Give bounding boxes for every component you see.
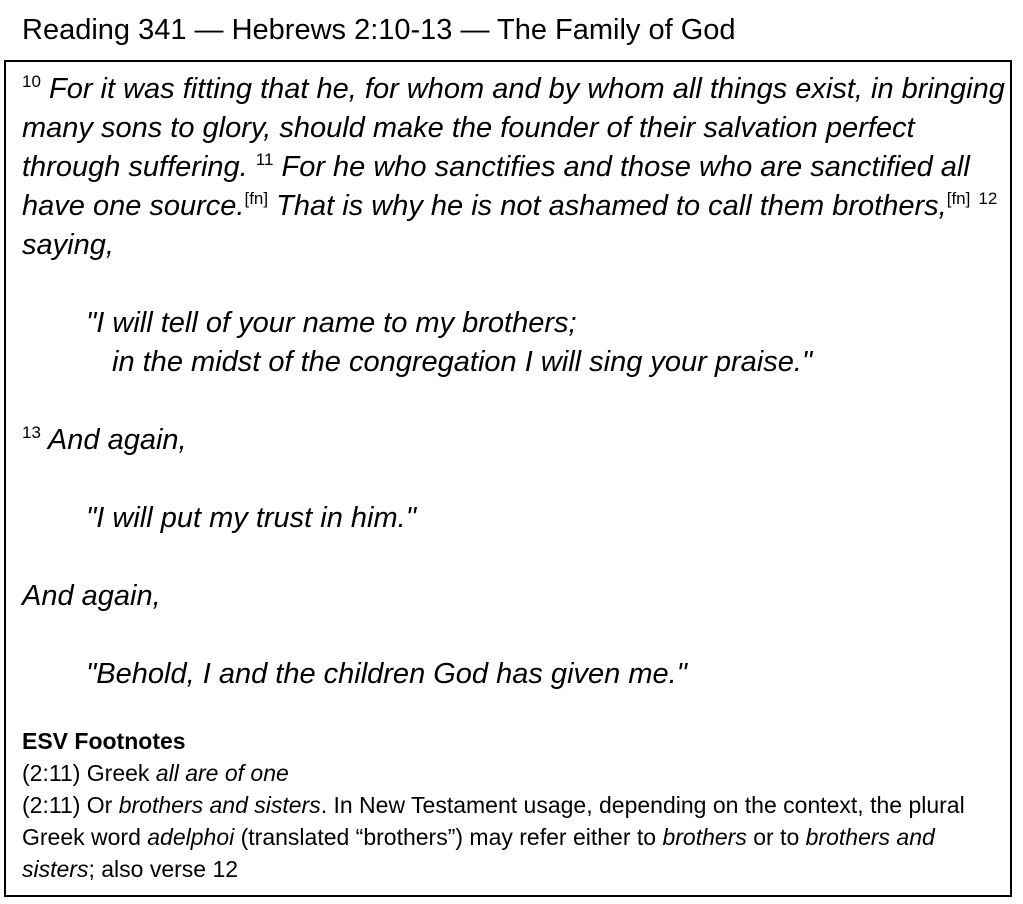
footnote-2-em-2: adelphoi [147,824,235,850]
page-title: Reading 341 — Hebrews 2:10-13 — The Family of God [22,14,736,46]
quote-2: "I will put my trust in him." [86,502,416,534]
footnote-marker-1[interactable]: [fn] [244,189,269,208]
footnote-2-text-3: or to [746,824,806,850]
footnote-2-em-1: brothers and sisters [118,792,321,818]
verse-13-text: And again, [47,424,187,456]
footnotes-title: ESV Footnotes [22,728,186,754]
and-again-line: And again, [22,580,161,612]
footnote-2-text-4: ; also verse 12 [88,856,239,882]
quote-3: "Behold, I and the children God has given me." [86,658,687,690]
footnote-2-text-1: . In New Testament usage, depending on the context, the plural Greek word [22,792,965,850]
verse-11-text-a: For he who sanctifies and those who are sanctified all have one source. [22,151,970,222]
verse-11-text-b: That is why he is not ashamed to call them brothers, [276,190,947,222]
verse-number-12: 12 [978,189,998,208]
footnote-1-ref: (2:11) Greek [22,760,156,786]
quote-1-line-1: "I will tell of your name to my brothers; [86,307,577,339]
quote-1-line-2: in the midst of the congregation I will sing your praise." [112,346,813,378]
verse-13-paragraph [22,421,1007,460]
verse-12-text: saying, [22,229,114,261]
footnote-2 [22,789,1007,885]
footnote-1-em: all are of one [155,760,289,786]
footnote-2-em-4: brothers and sisters [22,824,935,882]
verse-number-13: 13 [22,423,41,442]
footnote-2-text-2: (translated “brothers”) may refer either to [234,824,663,850]
footnote-2-ref: (2:11) Or [22,792,119,818]
reading-box [4,60,1012,897]
footnotes-section [22,725,1007,885]
scripture-text [22,70,1007,694]
verse-number-11: 11 [255,150,274,169]
footnote-marker-2[interactable]: [fn] [946,189,971,208]
verse-number-10: 10 [22,72,41,91]
verse-paragraph [22,70,1007,265]
footnote-1 [22,757,1007,789]
verse-10-text: For it was fitting that he, for whom and by whom all things exist, in bringing many sons to glory, should make the founder of their salvation perfect through suffering. [22,73,1005,183]
footnote-2-em-3: brothers [662,824,747,850]
